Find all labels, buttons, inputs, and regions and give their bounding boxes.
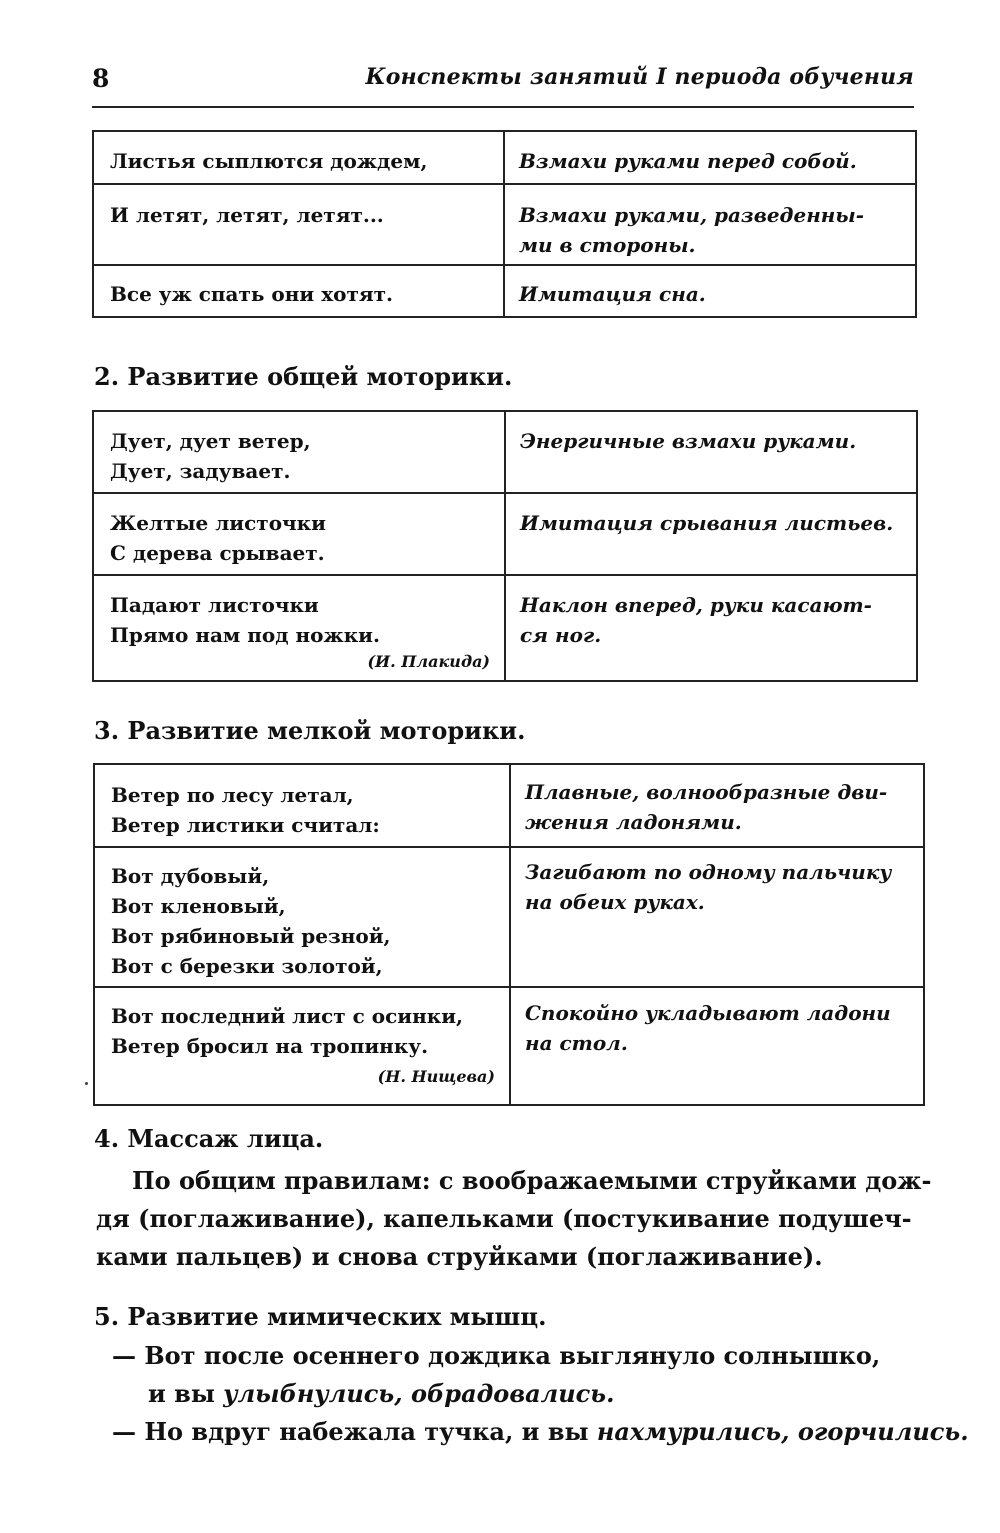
- table-cell-text: Ветер по лесу летал, Ветер листики считал:: [94, 764, 510, 847]
- table-cell-text: Дует, дует ветер, Дует, задувает.: [93, 411, 505, 493]
- table-cell-text: Вот последний лист с осинки, Ветер бросил на тропинку. (Н. Нищева): [94, 987, 510, 1105]
- table-1: [92, 130, 917, 318]
- running-title: Конспекты занятий I периода обучения: [365, 64, 914, 90]
- section-4-title: 4. Массаж лица.: [94, 1124, 324, 1153]
- table-row: [93, 265, 916, 317]
- dialog-line-3: — Но вдруг набежала тучка, и вы нахмурились, огорчились.: [112, 1417, 969, 1446]
- table-row: [94, 847, 924, 987]
- table-cell-text: Вот дубовый, Вот кленовый, Вот рябиновый резной, Вот с березки золотой,: [94, 847, 510, 987]
- table-row: [94, 987, 924, 1105]
- table-row: [93, 184, 916, 265]
- table-cell-action: Имитация срывания листьев.: [505, 493, 917, 575]
- section-4-text: По общим правилам: с воображаемыми струйками дож- дя (поглаживание), капельками (постукивание подушеч- ками пальцев) и снова струйками (поглаживание).: [96, 1166, 932, 1271]
- author-credit: (И. Плакида): [367, 652, 490, 671]
- author-credit: (Н. Нищева): [377, 1067, 495, 1086]
- table-cell-action: Наклон вперед, руки касают- ся ног.: [505, 575, 917, 681]
- page-number: 8: [92, 64, 110, 93]
- table-cell-text: И летят, летят, летят...: [93, 184, 504, 265]
- table-cell-action: Плавные, волнообразные дви- жения ладонями.: [510, 764, 924, 847]
- stray-dot: [85, 1082, 88, 1085]
- table-row: [93, 493, 917, 575]
- section-2-title: 2. Развитие общей моторики.: [94, 362, 513, 391]
- table-row: [93, 411, 917, 493]
- page-header: [92, 60, 914, 108]
- table-row: [93, 131, 916, 184]
- table-cell-text: Все уж спать они хотят.: [93, 265, 504, 317]
- table-3: [93, 763, 925, 1106]
- table-2: [92, 410, 918, 682]
- table-cell-action: Имитация сна.: [504, 265, 916, 317]
- table-cell-text: Падают листочки Прямо нам под ножки. (И. Плакида): [93, 575, 505, 681]
- table-cell-action: Загибают по одному пальчику на обеих руках.: [510, 847, 924, 987]
- table-cell-text: Желтые листочки С дерева срывает.: [93, 493, 505, 575]
- table-cell-action: Энергичные взмахи руками.: [505, 411, 917, 493]
- dialog-line-2: и вы улыбнулись, обрадовались.: [148, 1379, 615, 1408]
- section-5-title: 5. Развитие мимических мышц.: [94, 1302, 547, 1331]
- table-cell-action: Взмахи руками перед собой.: [504, 131, 916, 184]
- dialog-line-1: — Вот после осеннего дождика выглянуло солнышко,: [112, 1341, 881, 1370]
- section-3-title: 3. Развитие мелкой моторики.: [94, 716, 526, 745]
- table-cell-text: Листья сыплются дождем,: [93, 131, 504, 184]
- section-5-dialog: [112, 1337, 969, 1451]
- table-row: [93, 575, 917, 681]
- table-cell-action: Спокойно укладывают ладони на стол.: [510, 987, 924, 1105]
- table-row: [94, 764, 924, 847]
- table-cell-action: Взмахи руками, разведенны- ми в стороны.: [504, 184, 916, 265]
